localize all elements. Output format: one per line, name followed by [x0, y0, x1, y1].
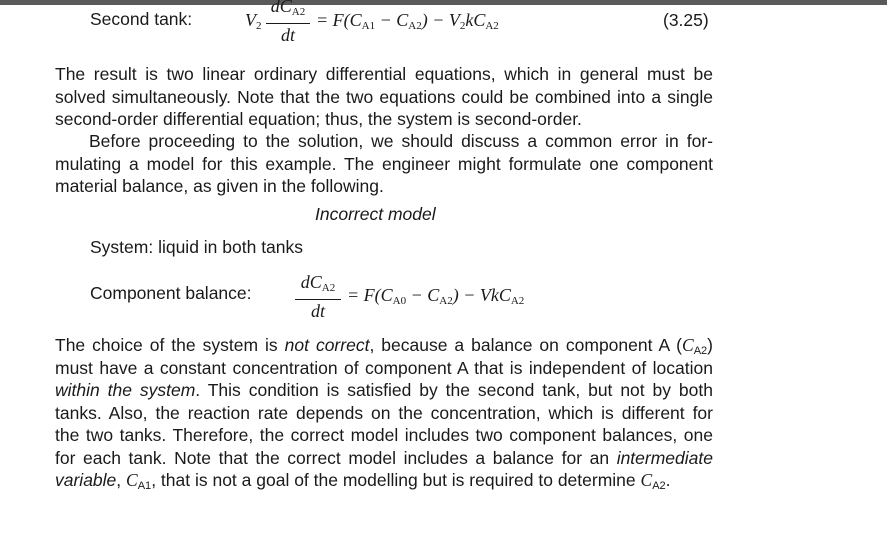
paragraph-result: [55, 63, 713, 131]
equation-coefficient: $V_2$: [245, 10, 262, 32]
text-line: tanks. Also, the reaction rate depends on the concentration, which is different for: [55, 402, 713, 423]
text-line: within the system. This condition is satisfied by the second tank, but not by both: [55, 380, 713, 400]
text-line: The choice of the system is not correct, because a balance on component A $(C_{A2})$: [55, 335, 713, 357]
text-line: must have a constant concentration of component A that is independent of location: [55, 357, 713, 378]
equation-label: Second tank:: [90, 9, 193, 29]
equation-number: (3.25): [663, 10, 709, 30]
paragraph-explanation: [55, 334, 713, 492]
text-line: variable, $C_{A1}$, that is not a goal of the modelling but is required to determine $C_{A2}$.: [55, 470, 671, 492]
equation-fraction: $dC_{A2}$ dt: [266, 0, 310, 46]
component-balance-label: Component balance:: [90, 283, 252, 303]
text-line: Before proceeding to the solution, we should discuss a common error in for-: [89, 131, 713, 151]
text-line: second-order differential equation; thus, the system is second-order.: [55, 109, 582, 129]
text-line: for each tank. Note that the correct model includes a balance for an intermediate: [55, 447, 713, 468]
component-balance-fraction: $dC_{A2}$ dt: [295, 272, 341, 322]
text-line: The result is two linear ordinary differential equations, which in general must be: [55, 64, 713, 84]
component-balance-rhs: = $F(C_{A0} - C_{A2}) - VkC_{A2}$: [347, 285, 525, 307]
equation-rhs: = $F(C_{A1} - C_{A2}) - V_2kC_{A2}$: [316, 10, 499, 32]
incorrect-model-heading: Incorrect model: [315, 204, 436, 224]
system-line: System: liquid in both tanks: [90, 237, 304, 257]
text-line: material balance, as given in the following.: [55, 176, 384, 196]
text-line: mulating a model for this example. The engineer might formulate one component: [55, 153, 713, 174]
text-line: solved simultaneously. Note that the two equations could be combined into a single: [55, 86, 713, 107]
top-window-edge: [0, 0, 887, 5]
text-line: the two tanks. Therefore, the correct model includes two component balances, one: [55, 425, 713, 445]
paragraph-common-error: [55, 130, 713, 198]
